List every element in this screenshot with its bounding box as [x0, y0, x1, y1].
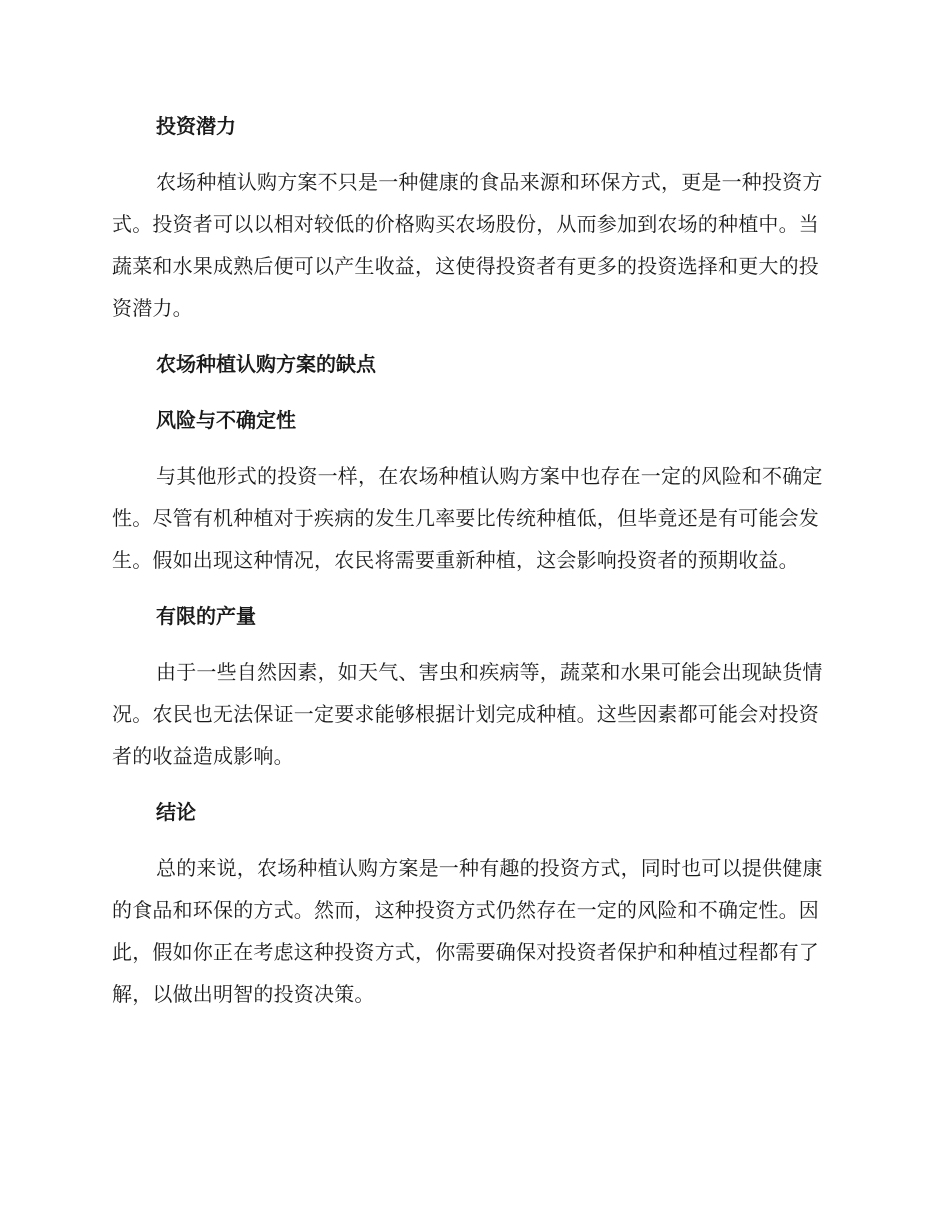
- paragraph-conclusion: 总的来说，农场种植认购方案是一种有趣的投资方式，同时也可以提供健康的食品和环保的方式。然而，这种投资方式仍然存在一定的风险和不确定性。因此，假如你正在考虑这种投资方式，你需要确保对投资者保护和种植过程都有了解，以做出明智的投资决策。: [112, 856, 823, 1006]
- heading-investment-potential: 投资潜力: [156, 114, 236, 138]
- paragraph-risk-uncertainty: 与其他形式的投资一样，在农场种植认购方案中也存在一定的风险和不确定性。尽管有机种植对于疾病的发生几率要比传统种植低，但毕竟还是有可能会发生。假如出现这种情况，农民将需要重新种植，这会影响投资者的预期收益。: [112, 464, 823, 572]
- paragraph-limited-yield: 由于一些自然因素，如天气、害虫和疾病等，蔬菜和水果可能会出现缺货情况。农民也无法保证一定要求能够根据计划完成种植。这些因素都可能会对投资者的收益造成影响。: [112, 660, 823, 768]
- heading-conclusion: 结论: [156, 800, 196, 824]
- heading-limited-yield: 有限的产量: [156, 604, 256, 628]
- document-page: [112, 105, 832, 1029]
- heading-risk-uncertainty: 风险与不确定性: [156, 408, 296, 432]
- paragraph-investment-potential: 农场种植认购方案不只是一种健康的食品来源和环保方式，更是一种投资方式。投资者可以以相对较低的价格购买农场股份，从而参加到农场的种植中。当蔬菜和水果成熟后便可以产生收益，这使得投资者有更多的投资选择和更大的投资潜力。: [112, 170, 823, 320]
- heading-drawbacks: 农场种植认购方案的缺点: [156, 352, 376, 376]
